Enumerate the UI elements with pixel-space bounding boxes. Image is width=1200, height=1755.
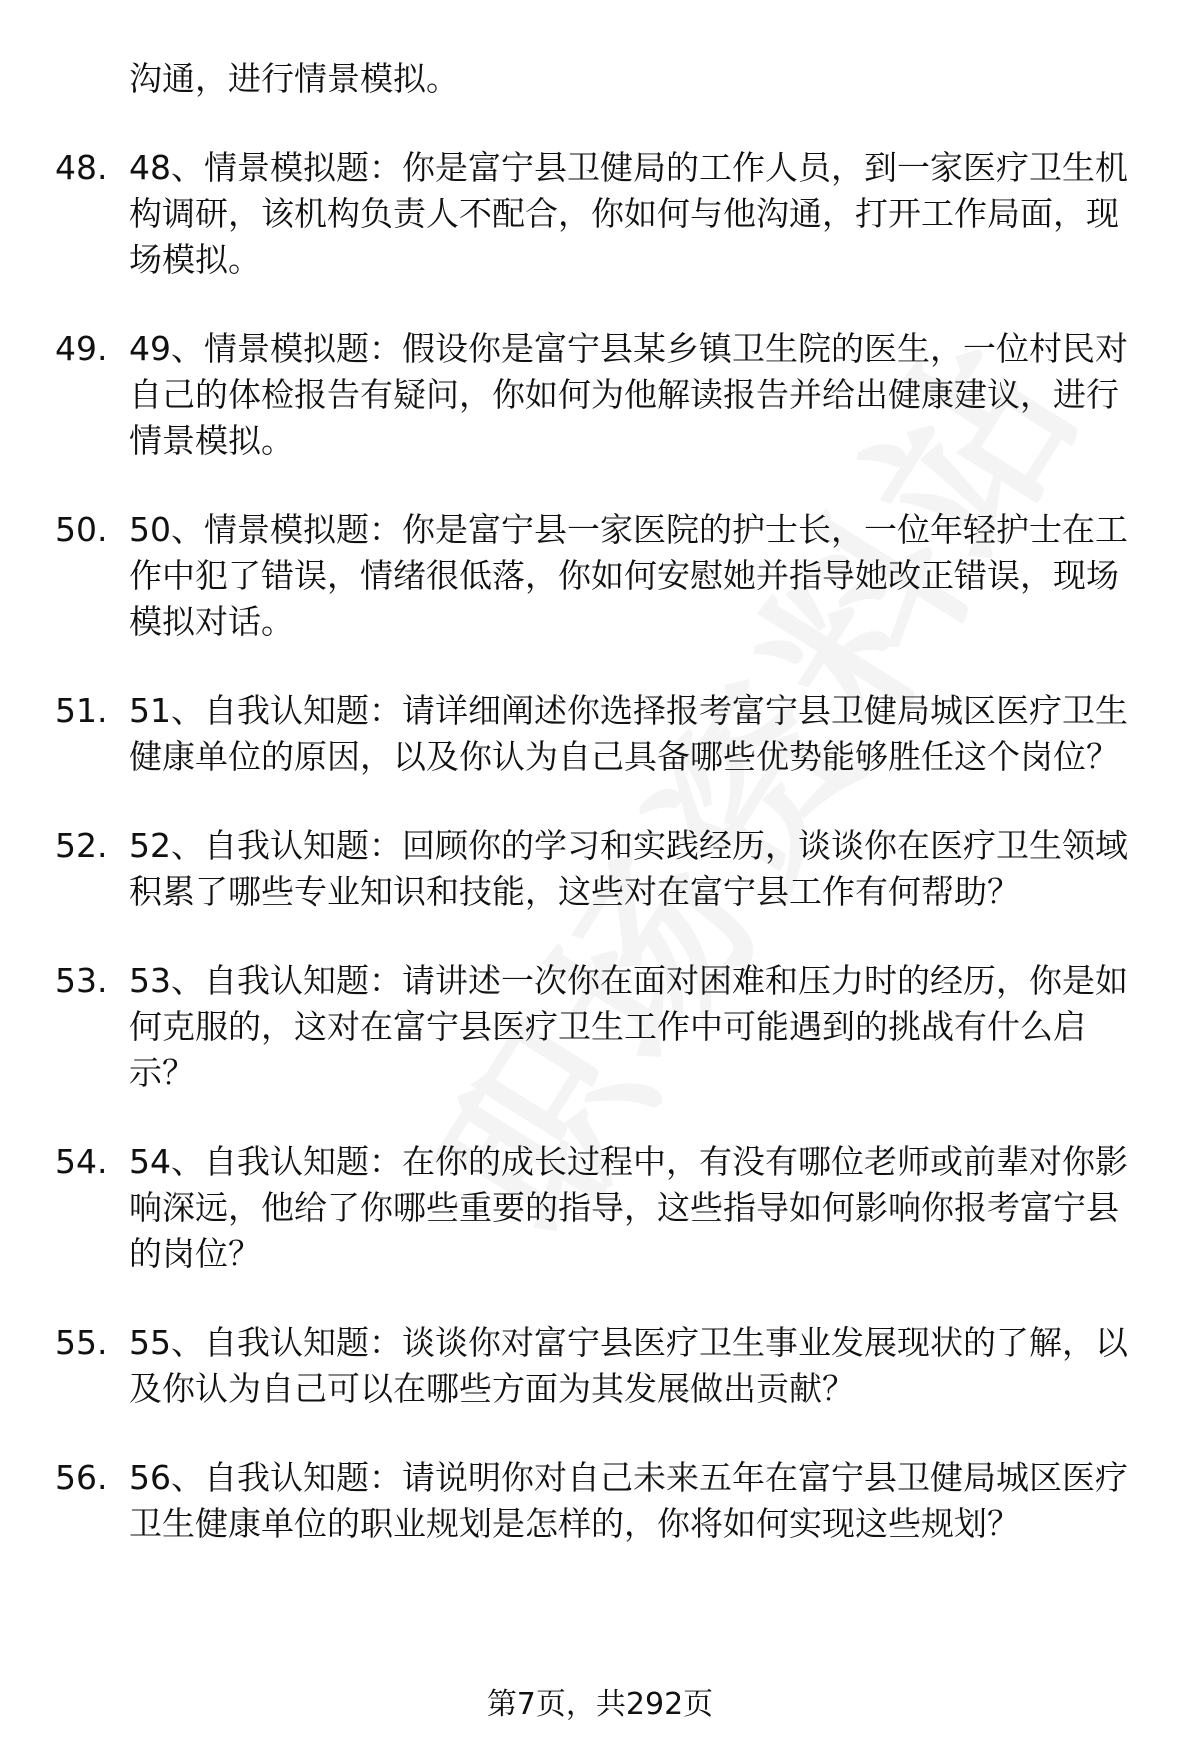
- question-number: 48.: [55, 148, 108, 187]
- question-number: 52.: [55, 826, 108, 865]
- question-number: 53.: [55, 961, 108, 1000]
- question-text: 54、自我认知题：在你的成长过程中，有没有哪位老师或前辈对你影响深远，他给了你哪些重要的指导，这些指导如何影响你报考富宁县的岗位？: [129, 1142, 1128, 1273]
- question-text: 56、自我认知题：请说明你对自己未来五年在富宁县卫健局城区医疗卫生健康单位的职业规划是怎样的，你将如何实现这些规划？: [129, 1458, 1128, 1543]
- question-item-50: [0, 507, 1149, 645]
- question-number: 51.: [55, 691, 108, 730]
- question-text: 52、自我认知题：回顾你的学习和实践经历，谈谈你在医疗卫生领域积累了哪些专业知识和技能，这些对在富宁县工作有何帮助？: [129, 826, 1128, 911]
- question-item-48: [0, 145, 1149, 283]
- question-item-51: [0, 688, 1149, 780]
- question-number: 54.: [55, 1142, 108, 1181]
- question-text: 48、情景模拟题：你是富宁县卫健局的工作人员，到一家医疗卫生机构调研，该机构负责人不配合，你如何与他沟通，打开工作局面，现场模拟。: [129, 148, 1128, 279]
- question-item-53: [0, 958, 1149, 1096]
- question-text: 53、自我认知题：请讲述一次你在面对困难和压力时的经历，你是如何克服的，这对在富宁县医疗卫生工作中可能遇到的挑战有什么启示？: [129, 961, 1128, 1092]
- question-text: 55、自我认知题：谈谈你对富宁县医疗卫生事业发展现状的了解，以及你认为自己可以在哪些方面为其发展做出贡献？: [129, 1323, 1128, 1408]
- question-list: [0, 145, 1200, 1590]
- question-number: 55.: [55, 1323, 108, 1362]
- question-item-56: [0, 1455, 1149, 1547]
- carryover-text: 沟通，进行情景模拟。: [129, 59, 459, 98]
- question-text: 50、情景模拟题：你是富宁县一家医院的护士长，一位年轻护士在工作中犯了错误，情绪很低落，你如何安慰她并指导她改正错误，现场模拟对话。: [129, 510, 1128, 641]
- question-item-54: [0, 1139, 1149, 1277]
- question-item-52: [0, 823, 1149, 915]
- question-text: 51、自我认知题：请详细阐述你选择报考富宁县卫健局城区医疗卫生健康单位的原因，以及你认为自己具备哪些优势能够胜任这个岗位？: [129, 691, 1128, 776]
- question-number: 56.: [55, 1458, 108, 1497]
- question-text: 49、情景模拟题：假设你是富宁县某乡镇卫生院的医生，一位村民对自己的体检报告有疑问，你如何为他解读报告并给出健康建议，进行情景模拟。: [129, 329, 1128, 460]
- question-number: 50.: [55, 510, 108, 549]
- question-number: 49.: [55, 329, 108, 368]
- page-footer: [0, 1685, 1200, 1725]
- question-item-49: [0, 326, 1149, 464]
- page-number-label: 第7页，共292页: [486, 1687, 714, 1722]
- question-item-55: [0, 1320, 1149, 1412]
